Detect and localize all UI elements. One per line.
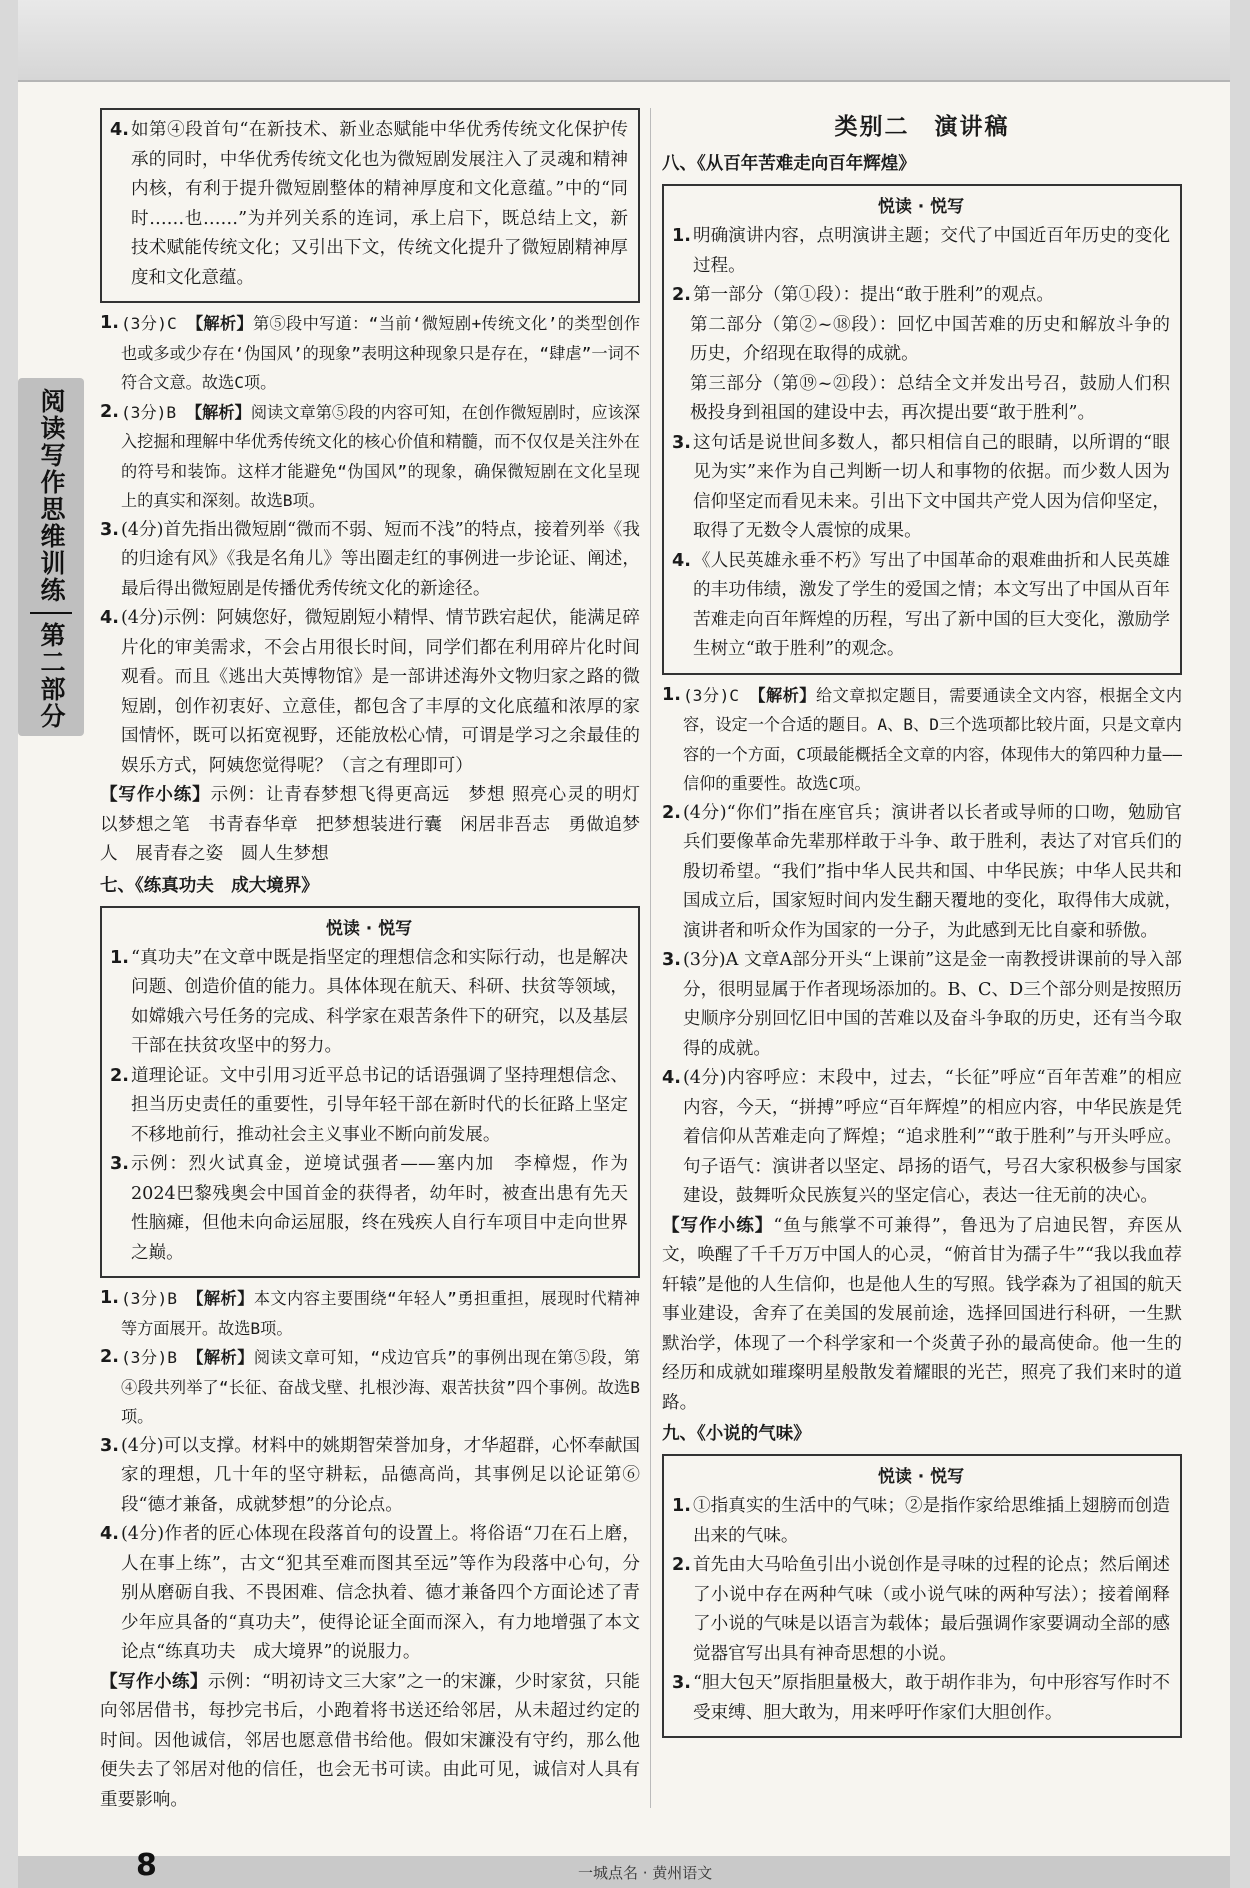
document-page — [18, 0, 1230, 1888]
reading-box: 悦读 · 悦写 1. 明确演讲内容，点明演讲主题；交代了中国近百年历史的变化过程。 2. 第一部分（第①段）：提出“敢于胜利”的观点。 第二部分（第②~⑱段）：回忆中国苦难的历史和解放斗争的历史，介绍现在取得的成就。 第三部分（第⑲~㉑段）：总结全文并发出号召，鼓励人们积极投身到祖国的建设中去，再次提出要“敢于胜利”。 3. 这句话是说世间多数人，都只相信自己的眼睛，以所谓的“眼见为实”来作为自己判断一切人和事物的依据。而少数人因为信仰坚定而看见未来。引出下文中国共产党人因为信仰坚定，取得了无数令人震惊的成果。 4. 《人民英雄永垂不朽》写出了中国革命的艰难曲折和人民英雄的丰功伟绩，激发了学生的爱国之情；本文写出了中国从百年苦难走向百年辉煌的历程，写出了新中国的巨大变化，激励学生树立“敢于胜利”的观念。 — [662, 184, 1182, 675]
category-heading: 类别二 演讲稿 — [834, 114, 1010, 140]
answer-item: 3. (4分)首先指出微短剧“微而不弱、短而不浅”的特点，接着列举《我的归途有风》《我是名角儿》等出圈走红的事例进一步论证、阐述，最后得出微短剧是传播优秀传统文化的新途径。 — [100, 519, 640, 599]
answer-item: 4. (4分)作者的匠心体现在段落首句的设置上。将俗语“刀在石上磨，人在事上练”，古文“犯其至难而图其至远”等作为段落中心句，分别从磨砺自我、不畏困难、信念执着、德才兼备四个方面论述了青少年应具备的“真功夫”，使得论证全面而深入，有力地增强了本文论点“练真功夫 成大境界”的说服力。 — [100, 1524, 640, 1662]
box-title: 悦读 · 悦写 — [325, 918, 413, 939]
right-column — [662, 108, 1182, 1744]
writing-practice: 【写作小练】示例：让青春梦想飞得更高远 梦想 照亮心灵的明灯 以梦想之笔 书青春华章 把梦想装进行囊 闲居非吾志 勇做追梦人 展青春之姿 圆人生梦想 — [100, 785, 658, 864]
box-title: 悦读 · 悦写 — [877, 1467, 965, 1487]
side-tab-title: 阅读写作思维训练 — [37, 388, 66, 604]
footer-text: 一城点名 · 黄州语文 — [578, 1864, 713, 1882]
column-divider — [650, 108, 651, 1808]
reading-box: 悦读 · 悦写 1. “真功夫”在文章中既是指坚定的理想信念和实际行动，也是解决问题、创造价值的能力。具体体现在航天、科研、扶贫等领域，如嫦娥六号任务的完成、科学家在艰苦条件下的研究，以及基层干部在扶贫攻坚中的努力。 2. 道理论证。文中引用习近平总书记的话语强调了坚持理想信念、担当历史责任的重要性，引导年轻干部在新时代的长征路上坚定不移地前行，推动社会主义事业不断向前发展。 3. 示例：烈火试真金，逆境试强者——塞内加 李樟煜，作为2024巴黎残奥会中国首金的获得者，幼年时，被查出患有先天性脑瘫，但他未向命运屈服，终在残疾人自行车项目中走向世界之巅。 — [100, 906, 640, 1279]
writing-practice: 【写作小练】“鱼与熊掌不可兼得”，鲁迅为了启迪民智，弃医从文，唤醒了千千万万中国人的心灵，“俯首甘为孺子牛”“我以我血荐轩辕”是他的人生信仰，也是他人生的写照。钱学森为了祖国的航天事业建设，舍弃了在美国的发展前途，选择回国进行科研，一生默默治学，体现了一个科学家和一个炎黄子孙的最高使命。他一生的经历和成就如璀璨明星般散发着耀眼的光芒，照亮了我们来时的道路。 — [662, 1215, 1182, 1413]
reading-box: 悦读 · 悦写 1. ①指真实的生活中的气味；②是指作家给思维插上翅膀而创造出来的气味。 2. 首先由大马哈鱼引出小说创作是寻味的过程的论点；然后阐述了小说中存在两种气味（或小说气味的两种写法）；接着阐释了小说的气味是以语言为载体；最后强调作家要调动全部的感觉器官写出具有神奇思想的小说。 3. “胆大包天”原指胆量极大，敢于胡作非为，句中形容写作时不受束缚、胆大敢为，用来呼吁作家们大胆创作。 — [662, 1454, 1182, 1738]
answer-item: 1. (3分)C 【解析】第⑤段中写道：“当前‘微短剧+传统文化’的类型创作也或多或少存在‘伪国风’的现象”表明这种现象只是存在，“肆虐”一词不符合文意。故选C项。 — [100, 313, 641, 392]
writing-practice: 【写作小练】示例：“明初诗文三大家”之一的宋濂，少时家贫，只能向邻居借书，每抄完书后，小跑着将书送还给邻居，从未超过约定的时间。因他诚信，邻居也愿意借书给他。假如宋濂没有守约，那么他便失去了邻居对他的信任，也会无书可读。由此可见，诚信对人具有重要影响。 — [100, 1671, 640, 1810]
answer-item: 4. (4分)内容呼应：末段中，过去，“长征”呼应“百年苦难”的相应内容，今天，“拼搏”呼应“百年辉煌”的相应内容，中华民族是凭着信仰从苦难走向了辉煌；“追求胜利”“敢于胜利”与开头呼应。句子语气：演讲者以坚定、昂扬的语气，号召大家积极参与国家建设，鼓舞听众民族复兴的坚定信心，表达一往无前的决心。 — [662, 1068, 1182, 1206]
answer-item: 3. (3分)A 文章A部分开头“上课前”这是金一南教授讲课前的导入部分，很明显属于作者现场添加的。B、C、D三个部分则是按照历史顺序分别回忆旧中国的苦难以及奋斗争取的历史，还有当今取得的成就。 — [662, 950, 1182, 1059]
answer-item: 1. (3分)B 【解析】本文内容主要围绕“年轻人”勇担重担，展现时代精神等方面展开。故选B项。 — [100, 1288, 641, 1338]
side-tab-part: 第二部分 — [37, 622, 66, 730]
answer-item: 1. (3分)C 【解析】给文章拟定题目，需要通读全文内容，根据全文内容，设定一个合适的题目。A、B、D三个选项都比较片面，只是文章内容的一个方面，C项最能概括全文章的内容，体现伟大的第四种力量——信仰的重要性。故选C项。 — [662, 684, 1183, 793]
left-column — [100, 108, 658, 1815]
top-banner — [18, 0, 1230, 82]
answer-item: 3. (4分)可以支撑。材料中的姚期智荣誉加身，才华超群，心怀奉献国家的理想，几十年的坚守耕耘，品德高尚，其事例足以论证第⑥段“德才兼备，成就梦想”的分论点。 — [100, 1435, 640, 1515]
side-tab — [18, 378, 84, 736]
answer-item: 2. (3分)B 【解析】阅读文章第⑤段的内容可知，在创作微短剧时，应该深入挖掘和理解中华优秀传统文化的核心价值和精髓，而不仅仅是关注外在的符号和装饰。这样才能避免“伪国风”的现象，确保微短剧在文化呈现上的真实和深刻。故选B项。 — [100, 401, 641, 510]
answer-item: 4. (4分)示例：阿姨您好，微短剧短小精悍、情节跌宕起伏，能满足碎片化的审美需求，不会占用很长时间，同学们都在利用碎片化时间观看。而且《逃出大英博物馆》是一部讲述海外文物归家之路的微短剧，创作初衷好、立意佳，都包含了丰厚的文化底蕴和浓厚的家国情怀，既可以拓宽视野，还能放松心情，可谓是学习之余最佳的娱乐方式，阿姨您觉得呢？（言之有理即可） — [100, 608, 640, 776]
side-tab-separator — [30, 612, 72, 614]
section-heading: 九、《小说的气味》 — [662, 1424, 811, 1444]
box-title: 悦读 · 悦写 — [877, 197, 965, 217]
answer-box: 4. 如第④段首句“在新技术、新业态赋能中华优秀传统文化保护传承的同时，中华优秀传统文化也为微短剧发展注入了灵魂和精神内核，有利于提升微短剧整体的精神厚度和文化意蕴。”中的“同时……也……”为并列关系的连词，承上启下，既总结上文，新技术赋能传统文化；又引出下文，传统文化提升了微短剧精神厚度和文化意蕴。 — [100, 108, 640, 303]
section-heading: 七、《练真功夫 成大境界》 — [100, 875, 319, 896]
page-number: 8 — [136, 1848, 157, 1883]
answer-item: 2. (3分)B 【解析】阅读文章可知，“戍边官兵”的事例出现在第⑤段，第④段共列举了“长征、奋战戈壁、扎根沙海、艰苦扶贫”四个事例。故选B项。 — [100, 1347, 641, 1426]
answer-item: 2. (4分)“你们”指在座官兵；演讲者以长者或导师的口吻，勉励官兵们要像革命先辈那样敢于斗争、敢于胜利，表达了对官兵们的殷切希望。“我们”指中华人民共和国、中华民族；中华人民共和国成立后，国家短时间内发生翻天覆地的变化，取得伟大成就，演讲者和听众作为国家的一分子，为此感到无比自豪和骄傲。 — [662, 802, 1182, 941]
section-heading: 八、《从百年苦难走向百年辉煌》 — [662, 154, 916, 174]
